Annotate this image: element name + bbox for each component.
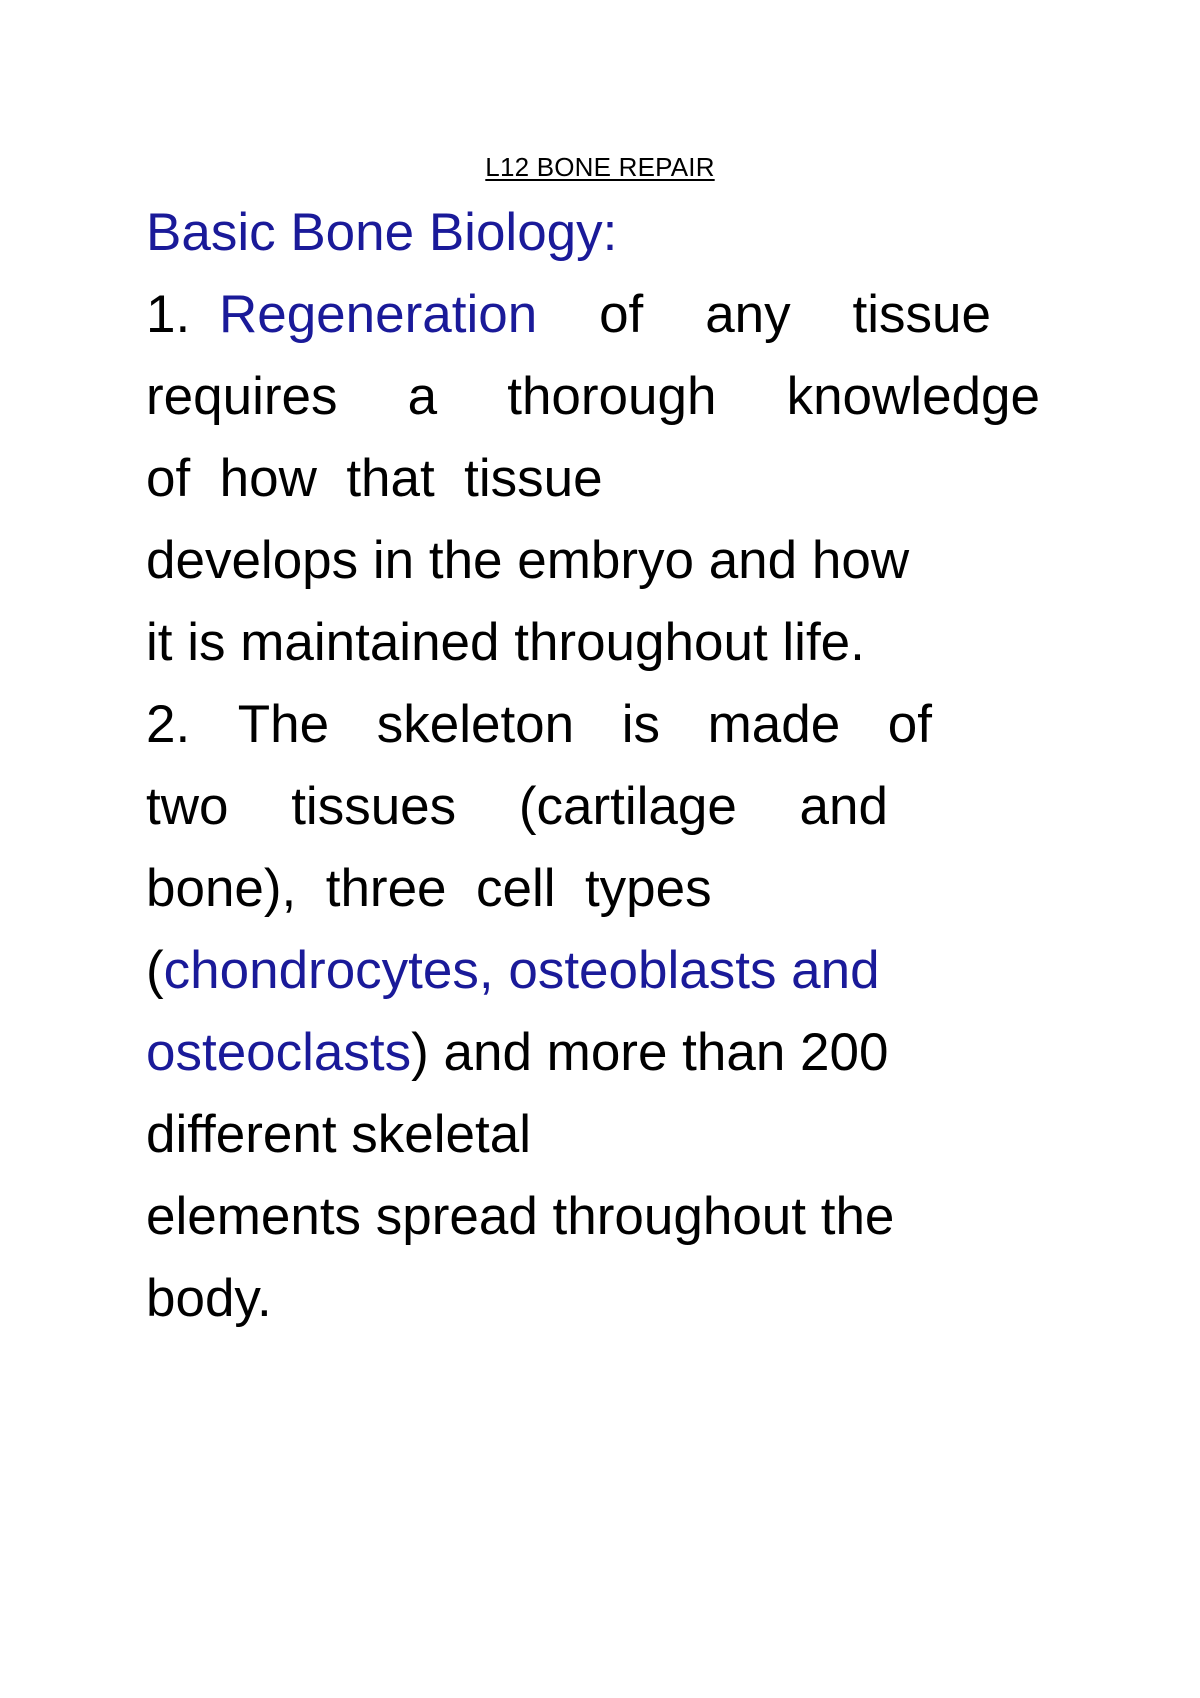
word: The: [237, 695, 330, 754]
term-osteoclasts: osteoclasts: [146, 1023, 412, 1082]
word: tissues: [291, 777, 457, 836]
section-heading: Basic Bone Biology:: [146, 203, 618, 262]
paragraph-line-13: body.: [146, 1269, 272, 1328]
word: a: [407, 367, 438, 426]
term-regeneration: Regeneration: [218, 285, 538, 344]
paragraph-line-10: [146, 1012, 1076, 1094]
list-number-1: 1.: [146, 285, 191, 344]
paragraph-line-8: bone), three cell types: [146, 859, 712, 918]
word: of: [599, 285, 644, 344]
word: made: [707, 695, 841, 754]
paragraph-line-3: of how that tissue: [146, 449, 603, 508]
document-title: L12 BONE REPAIR: [485, 152, 715, 182]
word: tissue: [852, 285, 991, 344]
word: (cartilage: [518, 777, 737, 836]
paragraph-line-5: it is maintained throughout life.: [146, 613, 865, 672]
paragraph-line-2: [146, 356, 1076, 438]
paragraph-line-12: elements spread throughout the: [146, 1187, 895, 1246]
line-text: ) and more than 200: [411, 1023, 889, 1082]
paragraph-line-1: [146, 274, 991, 356]
word: and: [799, 777, 888, 836]
paragraph-line-11: different skeletal: [146, 1105, 531, 1164]
paragraph-line-7: [146, 766, 1076, 848]
open-paren: (: [146, 941, 164, 1000]
word: is: [621, 695, 660, 754]
word: any: [705, 285, 791, 344]
list-number-2: 2.: [146, 695, 191, 754]
paragraph-line-6: [146, 684, 1076, 766]
paragraph-line-4: develops in the embryo and how: [146, 531, 910, 590]
cell-types-highlight: chondrocytes, osteoblasts and: [163, 941, 880, 1000]
word: of: [887, 695, 932, 754]
paragraph-line-9: [146, 930, 1076, 1012]
word: knowledge: [786, 367, 1040, 426]
document-body: [146, 192, 1076, 1340]
word: skeleton: [376, 695, 575, 754]
word: thorough: [507, 367, 717, 426]
word: requires: [146, 367, 338, 426]
word: two: [146, 777, 229, 836]
